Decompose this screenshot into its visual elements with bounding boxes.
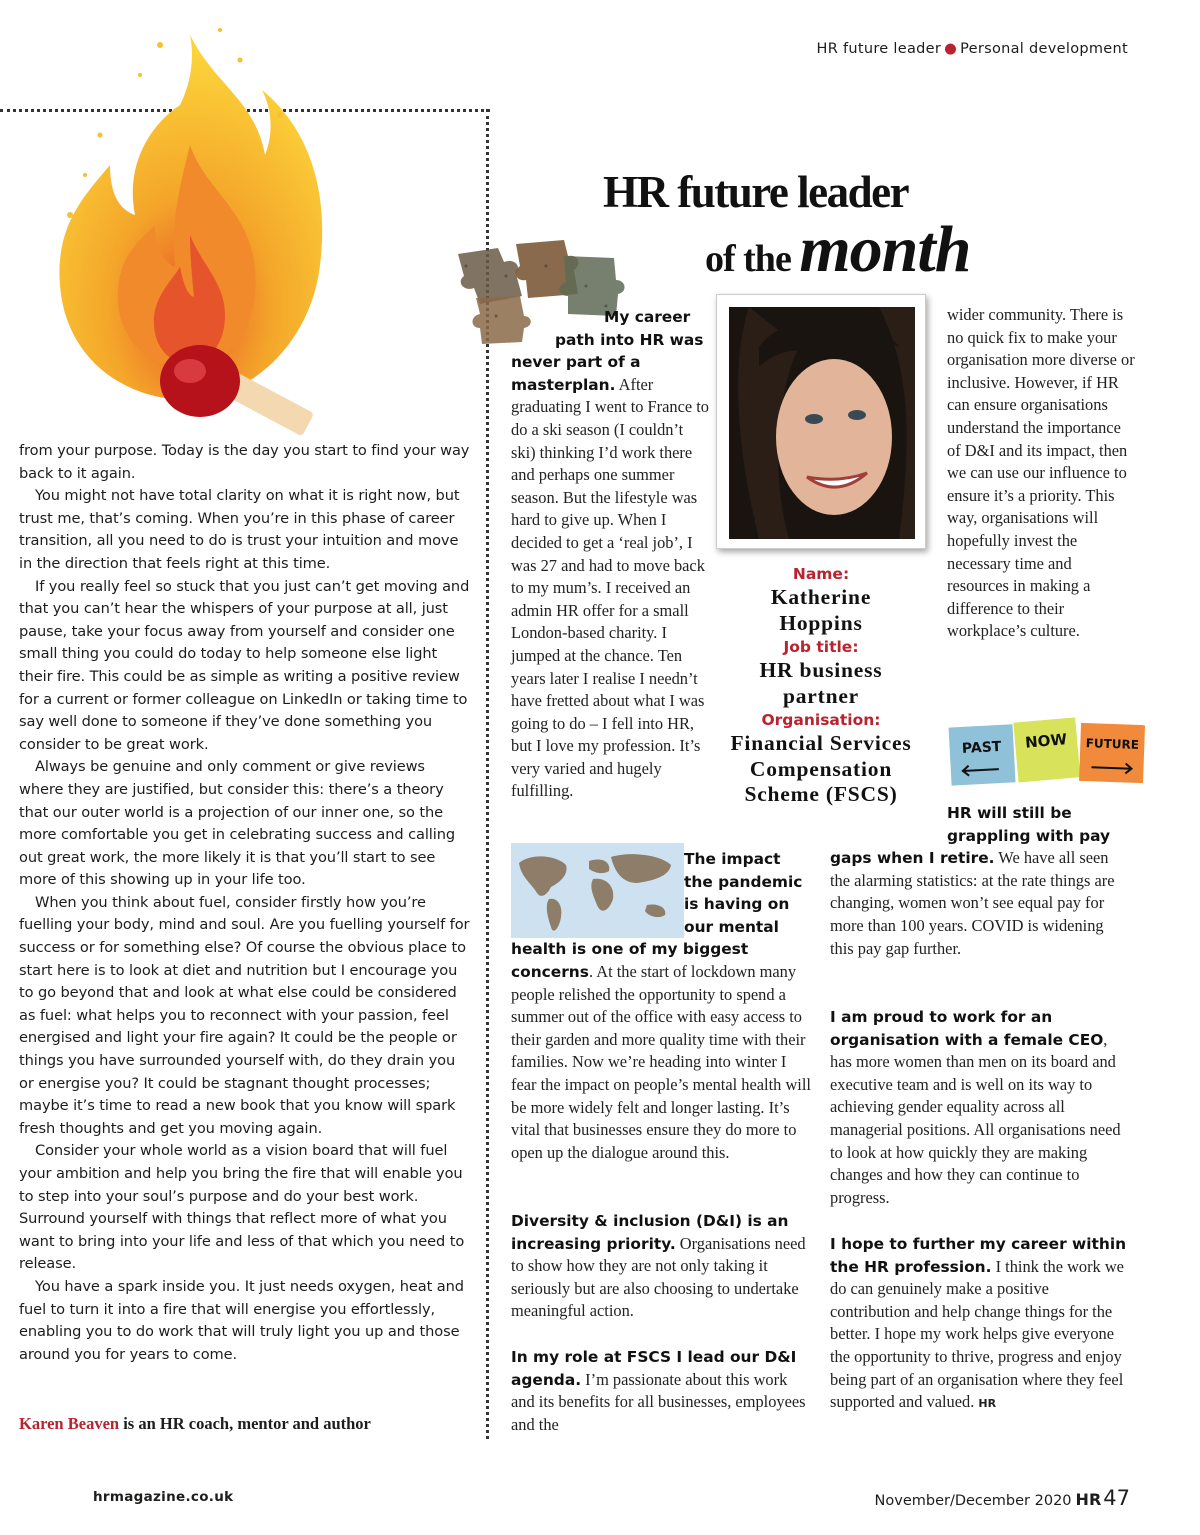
career-lead-line3: never part of a masterplan. [511, 353, 641, 394]
footer-website: hrmagazine.co.uk [93, 1489, 234, 1505]
paragraph: Consider your whole world as a vision board that will fuel your ambition and help you bring the fire that will enable you to step into your soul’s purpose and do your best work. Surround yourself with things that reflect more of what you want to bring into your life and less of that which you need to release. [19, 1142, 465, 1273]
organisation-label: Organisation: [761, 711, 881, 729]
organisation-line3: Scheme (FSCS) [744, 782, 898, 806]
paygap-lead-line3: gaps when I retire. [830, 849, 995, 868]
diversity-paragraph [511, 1210, 811, 1323]
paragraph: If you really feel so stuck that you just can’t get moving and that you can’t hear the whispers of your purpose at all, just pause, take your focus away from yourself and consider one small thing you could do today to help someone else light their fire. This could be as simple as writing a positive review for a current or former colleague on LinkedIn or taking time to say well done to someone if they’ve done something you consider to be great work. [19, 577, 470, 753]
job-title-label: Job title: [783, 638, 859, 656]
pandemic-lead-line5: health is one of my biggest concerns [511, 940, 749, 981]
career-lead-line1: My career [604, 308, 691, 326]
profile-photo [729, 307, 915, 539]
portrait-image [729, 307, 915, 539]
community-paragraph: wider community. There is no quick fix to make your organisation more diverse or inclusive. However, if HR can ensure organisations understand the importance of D&I and its impact, then we can use our influence to ensure it’s a priority. This way, organisations will hopefully invest the necessary time and resources in making a difference to their workplace’s culture. [947, 305, 1135, 641]
paygap-lead-line1: HR will still be [947, 804, 1072, 822]
pandemic-lead-line3: is having on [684, 895, 790, 914]
pandemic-lead-line4: our mental [684, 917, 779, 936]
pandemic-lead-line1: The impact [684, 850, 781, 868]
paragraph: Always be genuine and only comment or give reviews where they are justified, but consider this: there’s a theory that our outer world is a projection of our inner one, so the more comfortable you get in celebrating success and calling out great work, the more likely it is that you’ll start to see more of this showing up in your life too. [19, 758, 456, 889]
name-label: Name: [792, 565, 850, 583]
job-title-line2: partner [782, 683, 860, 708]
profile-photo-frame [716, 294, 926, 549]
career-lead-line2: path into HR was [555, 330, 704, 349]
career-body: After graduating I went to France to do a ski season (I couldn’t ski) thinking I’d work there and perhaps one summer season. But the lifestyle was hard to give up. When I decided to get a ‘real job’, I was 27 and had to move back to my mum’s. I received an admin HR offer for a small London-based charity. I jumped at the chance. Ten years later I realise I needn’t have fretted about what I was going to do – I fell into HR, but I love my profession. It’s very varied and hugely fulfilling. [511, 374, 709, 801]
author-byline [19, 1414, 371, 1434]
hope-paragraph [830, 1233, 1130, 1416]
pandemic-body: . At the start of lockdown many people relished the opportunity to spend a summer out of the office with easy access to their garden and more quality time with their families. Now we’re heading into winter I fear the impact on people’s mental health will be more widely felt and longer lasting. It’s vital that businesses ensure they do more to open up the dialogue around this. [511, 961, 811, 1162]
author-description: is an HR coach, mentor and author [119, 1414, 371, 1433]
feature-title: HR future leader [603, 167, 909, 217]
paragraph: When you think about fuel, consider firstly how you’re fuelling your body, mind and soul. Are you fuelling yourself for success or for something else? Of course the obvious place to start here is to look at diet and nutrition but I encourage you to go beyond that and look at what else could be considered as fuel: what helps you to reconnect with your passion, feel energised and light your fire again? It could be the people or things you have surrounded yourself with, do they drain you or energise you? It could be stagnant thought processes; maybe it’s time to read a new book that you know will spark fresh thoughts and get you moving again. [19, 893, 470, 1137]
end-mark: HR [978, 1397, 997, 1411]
page-number: 47 [1103, 1486, 1130, 1510]
job-title-line1: HR business [759, 658, 883, 682]
paygap-body: We have all seen the alarming statistics: at the rate things are changing, women won’t see equal pay for more than 100 years. COVID is widening this pay gap further. [830, 848, 1115, 958]
diversity-lead: Diversity & inclusion (D&I) is an increasing priority. [511, 1212, 789, 1253]
left-column-text [19, 440, 471, 1366]
pandemic-paragraph [511, 848, 811, 1164]
section-label: HR future leader [816, 41, 942, 57]
title-emphasis: month [799, 213, 971, 286]
role-body: I’m passionate about this work and its benefits for all businesses, employees and the [511, 1369, 806, 1434]
hope-lead: I hope to further my career within the HR profession. [830, 1235, 1127, 1276]
person-name-line1: Katherine [770, 585, 872, 609]
diversity-body: Organisations need to show how they are not only taking it seriously but are also choosing to undertake meaningful action. [511, 1233, 806, 1321]
paragraph: from your purpose. Today is the day you start to find your way back to it again. [19, 442, 470, 482]
proud-lead: I am proud to work for an organisation with a female CEO [830, 1008, 1104, 1049]
paygap-paragraph [830, 802, 1130, 960]
note-future-label: FUTURE [1085, 736, 1140, 752]
title-prefix: of the [705, 238, 791, 280]
magazine-name: HR [1075, 1490, 1102, 1509]
hope-body: I think the work we do can genuinely make a positive contribution and help change things for the better. I hope my work helps give everyone the opportunity to thrive, progress and enjoy being part of an organisation where they feel supported and valued. [830, 1256, 1124, 1412]
running-header [816, 41, 1128, 57]
paragraph: You have a spark inside you. It just needs oxygen, heat and fuel to turn it into a fire that will energise you effortlessly, enabling you to do work that will truly light you up and those around you for years to come. [19, 1277, 464, 1363]
past-now-future-notes-image [946, 714, 1146, 794]
match-flame-illustration [40, 5, 340, 435]
note-now-label: NOW [1024, 730, 1068, 752]
bullet-dot-icon: ● [944, 41, 958, 57]
paygap-lead-line2: grappling with pay [947, 826, 1111, 845]
role-lead: In my role at FSCS I lead our D&I agenda. [511, 1348, 797, 1389]
proud-paragraph [830, 1006, 1130, 1209]
paragraph: You might not have total clarity on what it is right now, but trust me, that’s coming. When you’re in this phase of career transition, all you need to do is trust your intuition and move in the direction that feels right at this time. [19, 487, 460, 572]
footer-issue-info [875, 1486, 1130, 1510]
organisation-line1: Financial Services [730, 731, 912, 755]
issue-date: November/December 2020 [874, 1493, 1072, 1509]
author-name: Karen Beaven [19, 1414, 120, 1433]
organisation-line2: Compensation [749, 756, 893, 781]
career-paragraph [511, 306, 711, 803]
profile-card [716, 563, 926, 808]
proud-body: , has more women than men on its board and executive team and is well on its way to achieving gender equality across all managerial positions. All organisations need to look at how quickly they are making changes and how they can continue to progress. [830, 1029, 1121, 1207]
feature-title-second-line [705, 212, 970, 288]
pandemic-lead-line2: the pandemic [684, 872, 803, 891]
person-name-line2: Hoppins [779, 610, 863, 635]
subsection-label: Personal development [960, 41, 1128, 57]
note-past-label: PAST [961, 738, 1002, 757]
role-paragraph [511, 1346, 811, 1436]
